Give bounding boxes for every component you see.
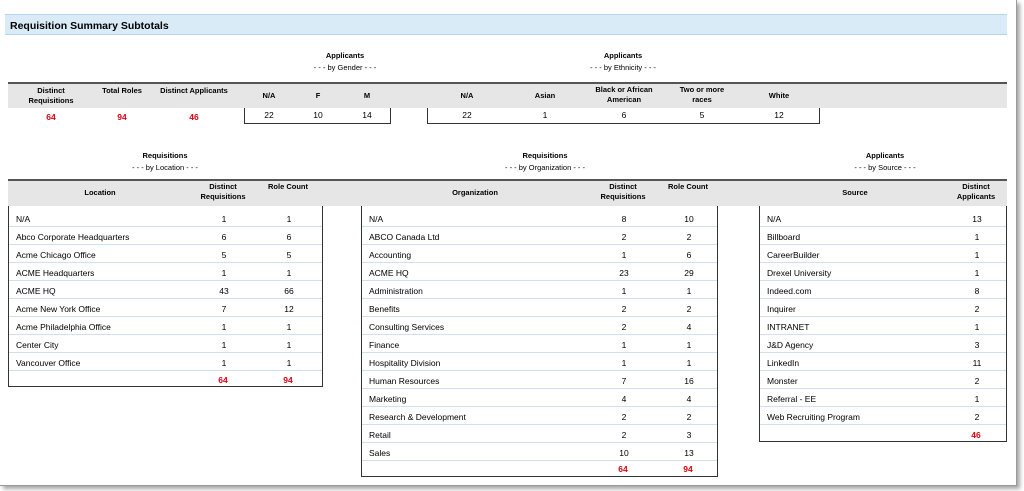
row-name: Finance xyxy=(369,340,400,350)
location-header-reqs: Distinct Requisitions xyxy=(200,182,246,201)
row-reqs: 1 xyxy=(621,358,627,368)
row-name: Billboard xyxy=(767,232,801,242)
location-caption-sub: - - - by Location - - - xyxy=(132,163,198,172)
organization-header-reqs: Distinct Requisitions xyxy=(600,182,646,201)
table-row xyxy=(760,281,1006,299)
row-roles: 12 xyxy=(284,304,294,314)
ethnicity-caption xyxy=(523,50,723,74)
table-row xyxy=(9,353,322,371)
row-name: Vancouver Office xyxy=(16,358,81,368)
row-name: Referral - EE xyxy=(767,394,817,404)
location-caption-title: Requisitions xyxy=(142,151,188,160)
table-row xyxy=(362,263,717,281)
row-roles: 1 xyxy=(686,358,692,368)
eth-header-na: N/A xyxy=(460,91,474,100)
organization-caption-sub: - - - by Organization - - - xyxy=(504,163,586,172)
gender-header-m: M xyxy=(363,91,371,100)
source-caption xyxy=(795,150,975,174)
row-reqs: 1 xyxy=(221,214,227,224)
location-table xyxy=(8,206,323,387)
row-name: Human Resources xyxy=(369,376,440,386)
row-name: Administration xyxy=(369,286,423,296)
row-name: Consulting Services xyxy=(369,322,445,332)
gender-value-f: 10 xyxy=(313,110,323,120)
row-name: Drexel University xyxy=(767,268,832,278)
location-header-name: Location xyxy=(84,188,116,197)
row-reqs: 7 xyxy=(221,304,227,314)
summary-header-reqs: Distinct Requisitions xyxy=(28,86,74,105)
location-caption xyxy=(75,150,255,174)
organization-caption xyxy=(455,150,635,174)
table-row xyxy=(760,389,1006,407)
row-roles: 1 xyxy=(286,214,292,224)
table-row xyxy=(9,317,322,335)
eth-header-asian: Asian xyxy=(534,91,556,100)
ethnicity-caption-sub: - - - by Ethnicity - - - xyxy=(590,63,656,72)
eth-value-asian: 1 xyxy=(542,110,548,120)
row-apps: 2 xyxy=(974,412,980,422)
row-reqs: 10 xyxy=(619,448,629,458)
row-roles: 10 xyxy=(684,214,694,224)
table-row xyxy=(9,335,322,353)
row-roles: 1 xyxy=(286,358,292,368)
eth-value-na: 22 xyxy=(462,110,472,120)
row-reqs: 1 xyxy=(221,340,227,350)
row-name: N/A xyxy=(767,214,782,224)
table-row xyxy=(362,389,717,407)
row-apps: 13 xyxy=(972,214,982,224)
row-name: Acme Philadelphia Office xyxy=(16,322,111,332)
row-name: Acme Chicago Office xyxy=(16,250,96,260)
row-name: J&D Agency xyxy=(767,340,814,350)
gender-caption-title: Applicants xyxy=(325,51,365,60)
row-roles: 4 xyxy=(686,394,692,404)
location-total-roles: 94 xyxy=(283,375,293,385)
row-name: Web Recruiting Program xyxy=(767,412,860,422)
row-roles: 1 xyxy=(286,340,292,350)
source-total-apps: 46 xyxy=(971,430,981,440)
row-name: CareerBuilder xyxy=(767,250,820,260)
row-name: N/A xyxy=(369,214,384,224)
row-reqs: 1 xyxy=(621,340,627,350)
row-reqs: 1 xyxy=(621,250,627,260)
row-reqs: 7 xyxy=(621,376,627,386)
row-apps: 3 xyxy=(974,340,980,350)
organization-caption-title: Requisitions xyxy=(522,151,568,160)
row-apps: 1 xyxy=(974,250,980,260)
table-row xyxy=(362,371,717,389)
row-name: Center City xyxy=(16,340,59,350)
table-row xyxy=(760,209,1006,227)
row-name: Abco Corporate Headquarters xyxy=(16,232,130,242)
row-name: Inquirer xyxy=(767,304,796,314)
row-roles: 66 xyxy=(284,286,294,296)
table-row xyxy=(362,209,717,227)
row-reqs: 2 xyxy=(621,430,627,440)
table-row xyxy=(760,353,1006,371)
table-row xyxy=(9,227,322,245)
table-row xyxy=(760,263,1006,281)
row-reqs: 5 xyxy=(221,250,227,260)
table-row xyxy=(362,227,717,245)
organization-header-name: Organization xyxy=(452,188,498,197)
table-row xyxy=(9,209,322,227)
row-roles: 3 xyxy=(686,430,692,440)
row-name: Hospitality Division xyxy=(369,358,441,368)
table-row xyxy=(9,245,322,263)
row-reqs: 1 xyxy=(621,286,627,296)
row-roles: 1 xyxy=(286,268,292,278)
eth-header-black: Black or African American xyxy=(595,85,653,104)
row-reqs: 2 xyxy=(621,304,627,314)
source-table xyxy=(759,206,1007,442)
row-reqs: 1 xyxy=(221,268,227,278)
table-row xyxy=(362,443,717,461)
summary-value-apps: 46 xyxy=(189,112,199,122)
row-name: LinkedIn xyxy=(767,358,800,368)
table-row xyxy=(362,317,717,335)
table-row xyxy=(760,335,1006,353)
organization-header-roles: Role Count xyxy=(668,182,708,191)
top-header-band xyxy=(8,82,1007,108)
row-name: Acme New York Office xyxy=(16,304,101,314)
row-roles: 1 xyxy=(686,340,692,350)
row-name: ACME HQ xyxy=(369,268,409,278)
row-roles: 6 xyxy=(686,250,692,260)
table-row xyxy=(760,227,1006,245)
row-apps: 1 xyxy=(974,268,980,278)
location-header-roles: Role Count xyxy=(268,182,308,191)
row-reqs: 6 xyxy=(221,232,227,242)
ethnicity-caption-title: Applicants xyxy=(603,51,643,60)
row-name: ACME HQ xyxy=(16,286,56,296)
gender-value-na: 22 xyxy=(264,110,274,120)
table-row xyxy=(760,371,1006,389)
table-row xyxy=(760,299,1006,317)
summary-value-reqs: 64 xyxy=(46,112,56,122)
organization-table xyxy=(361,206,718,477)
row-name: N/A xyxy=(16,214,31,224)
summary-header-apps: Distinct Applicants xyxy=(160,86,228,95)
gender-caption-sub: - - - by Gender - - - xyxy=(313,63,377,72)
row-roles: 1 xyxy=(286,322,292,332)
row-name: INTRANET xyxy=(767,322,810,332)
row-name: ACME Headquarters xyxy=(16,268,95,278)
table-row xyxy=(362,407,717,425)
row-name: Research & Development xyxy=(369,412,466,422)
table-row xyxy=(362,425,717,443)
row-reqs: 4 xyxy=(621,394,627,404)
row-apps: 11 xyxy=(972,358,982,368)
gender-header-f: F xyxy=(315,91,321,100)
source-header-apps: Distinct Applicants xyxy=(956,182,996,201)
row-roles: 4 xyxy=(686,322,692,332)
row-roles: 2 xyxy=(686,304,692,314)
location-total-reqs: 64 xyxy=(218,375,228,385)
report-title: Requisition Summary Subtotals xyxy=(5,14,1007,35)
eth-header-two: Two or more races xyxy=(679,85,725,104)
row-apps: 8 xyxy=(974,286,980,296)
row-name: Marketing xyxy=(369,394,407,404)
row-reqs: 8 xyxy=(621,214,627,224)
row-roles: 2 xyxy=(686,232,692,242)
row-roles: 1 xyxy=(686,286,692,296)
row-reqs: 1 xyxy=(221,322,227,332)
table-row xyxy=(760,317,1006,335)
table-row xyxy=(760,245,1006,263)
row-apps: 1 xyxy=(974,232,980,242)
row-name: ABCO Canada Ltd xyxy=(369,232,440,242)
row-roles: 29 xyxy=(684,268,694,278)
row-name: Accounting xyxy=(369,250,412,260)
row-reqs: 23 xyxy=(619,268,629,278)
row-reqs: 1 xyxy=(221,358,227,368)
organization-total-roles: 94 xyxy=(683,464,693,474)
eth-value-black: 6 xyxy=(621,110,627,120)
table-row xyxy=(362,245,717,263)
eth-header-white: White xyxy=(768,91,790,100)
row-apps: 2 xyxy=(974,304,980,314)
table-row xyxy=(760,407,1006,425)
row-roles: 2 xyxy=(686,412,692,422)
table-row xyxy=(9,263,322,281)
eth-value-two: 5 xyxy=(699,110,705,120)
row-apps: 2 xyxy=(974,376,980,386)
gender-caption xyxy=(245,50,445,74)
row-roles: 6 xyxy=(286,232,292,242)
row-apps: 1 xyxy=(974,322,980,332)
row-apps: 1 xyxy=(974,394,980,404)
row-reqs: 2 xyxy=(621,322,627,332)
row-reqs: 2 xyxy=(621,232,627,242)
table-row xyxy=(9,281,322,299)
source-caption-title: Applicants xyxy=(865,151,905,160)
summary-header-roles: Total Roles xyxy=(102,86,142,95)
row-reqs: 2 xyxy=(621,412,627,422)
table-row xyxy=(9,299,322,317)
row-name: Sales xyxy=(369,448,391,458)
summary-value-roles: 94 xyxy=(117,112,127,122)
organization-total-reqs: 64 xyxy=(618,464,628,474)
row-name: Retail xyxy=(369,430,391,440)
table-row xyxy=(362,353,717,371)
table-row xyxy=(362,335,717,353)
row-roles: 16 xyxy=(684,376,694,386)
eth-value-white: 12 xyxy=(774,110,784,120)
source-caption-sub: - - - by Source - - - xyxy=(854,163,916,172)
table-row xyxy=(362,281,717,299)
table-row xyxy=(362,299,717,317)
row-roles: 5 xyxy=(286,250,292,260)
row-name: Benefits xyxy=(369,304,400,314)
row-reqs: 43 xyxy=(219,286,229,296)
source-header-name: Source xyxy=(842,188,868,197)
gender-header-na: N/A xyxy=(262,91,276,100)
gender-value-m: 14 xyxy=(362,110,372,120)
row-roles: 13 xyxy=(684,448,694,458)
row-name: Monster xyxy=(767,376,798,386)
row-name: Indeed.com xyxy=(767,286,812,296)
